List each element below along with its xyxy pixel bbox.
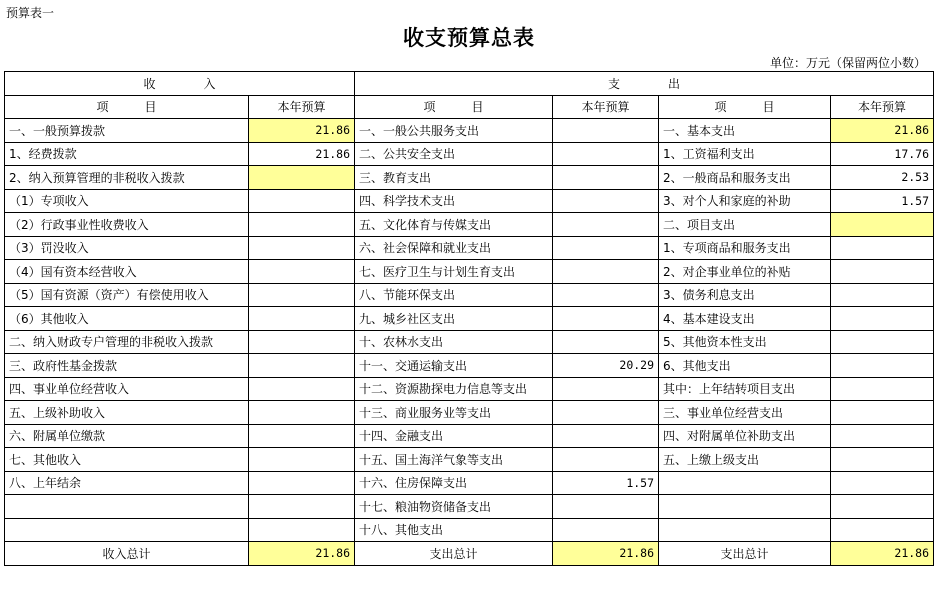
- function-budget-value: [553, 189, 659, 213]
- economic-budget-value: 17.76: [831, 142, 934, 166]
- economic-budget-value: [831, 495, 934, 519]
- table-row: [5, 166, 934, 190]
- economic-item-label: [659, 495, 831, 519]
- table-row: [5, 401, 934, 425]
- economic-item-label: [659, 471, 831, 495]
- expense-section-header: 支 出: [355, 72, 934, 96]
- income-item-label: 二、纳入财政专户管理的非税收入拨款: [5, 330, 249, 354]
- function-budget-value: [553, 283, 659, 307]
- table-number-label: 预算表一: [6, 6, 55, 20]
- economic-budget-value: [831, 377, 934, 401]
- function-item-label: 十二、资源勘探电力信息等支出: [355, 377, 553, 401]
- economic-budget-value: [831, 354, 934, 378]
- table-row: [5, 330, 934, 354]
- income-budget-value: [249, 213, 355, 237]
- function-budget-value: [553, 236, 659, 260]
- table-row: [5, 448, 934, 472]
- table-row: [5, 495, 934, 519]
- economic-budget-value: [831, 448, 934, 472]
- income-item-label: （6）其他收入: [5, 307, 249, 331]
- economic-item-header: 项 目: [659, 95, 831, 119]
- economic-budget-value: [831, 518, 934, 542]
- income-item-label: （2）行政事业性收费收入: [5, 213, 249, 237]
- function-budget-value: [553, 518, 659, 542]
- economic-item-label: 其中：上年结转项目支出: [659, 377, 831, 401]
- function-item-label: 六、社会保障和就业支出: [355, 236, 553, 260]
- income-item-label: 八、上年结余: [5, 471, 249, 495]
- income-item-label: 1、经费拨款: [5, 142, 249, 166]
- income-total-value: 21.86: [249, 542, 355, 566]
- function-budget-value: [553, 401, 659, 425]
- function-budget-value: [553, 119, 659, 143]
- income-item-label: （4）国有资本经营收入: [5, 260, 249, 284]
- income-item-label: 一、一般预算拨款: [5, 119, 249, 143]
- function-item-header: 项 目: [355, 95, 553, 119]
- income-budget-value: [249, 424, 355, 448]
- income-budget-value: 21.86: [249, 142, 355, 166]
- totals-row: [5, 542, 934, 566]
- income-budget-value: [249, 236, 355, 260]
- function-budget-value: [553, 377, 659, 401]
- function-item-label: 十七、粮油物资储备支出: [355, 495, 553, 519]
- function-budget-value: [553, 213, 659, 237]
- income-item-label: [5, 518, 249, 542]
- function-total-value: 21.86: [553, 542, 659, 566]
- income-total-label: 收入总计: [5, 542, 249, 566]
- economic-item-label: 2、一般商品和服务支出: [659, 166, 831, 190]
- function-budget-value: [553, 142, 659, 166]
- function-item-label: 十三、商业服务业等支出: [355, 401, 553, 425]
- budget-summary-table: [4, 71, 934, 566]
- economic-budget-value: 2.53: [831, 166, 934, 190]
- table-row: [5, 518, 934, 542]
- function-item-label: 七、医疗卫生与计划生育支出: [355, 260, 553, 284]
- unit-note: 单位：万元（保留两位小数）: [769, 56, 926, 70]
- function-budget-value: [553, 448, 659, 472]
- income-item-header: 项 目: [5, 95, 249, 119]
- economic-budget-value: [831, 236, 934, 260]
- table-row: [5, 354, 934, 378]
- table-row: [5, 142, 934, 166]
- function-item-label: 十四、金融支出: [355, 424, 553, 448]
- economic-budget-value: [831, 471, 934, 495]
- function-budget-header: 本年预算: [553, 95, 659, 119]
- table-row: [5, 283, 934, 307]
- table-row: [5, 213, 934, 237]
- function-item-label: 二、公共安全支出: [355, 142, 553, 166]
- economic-total-label: 支出总计: [659, 542, 831, 566]
- income-budget-value: 21.86: [249, 119, 355, 143]
- economic-total-value: 21.86: [831, 542, 934, 566]
- function-item-label: 三、教育支出: [355, 166, 553, 190]
- function-item-label: 十六、住房保障支出: [355, 471, 553, 495]
- table-row: [5, 189, 934, 213]
- economic-budget-value: [831, 213, 934, 237]
- table-row: [5, 236, 934, 260]
- income-item-label: 四、事业单位经营收入: [5, 377, 249, 401]
- income-item-label: （1）专项收入: [5, 189, 249, 213]
- income-item-label: 三、政府性基金拨款: [5, 354, 249, 378]
- page-title: 收支预算总表: [403, 26, 535, 50]
- income-budget-value: [249, 377, 355, 401]
- income-budget-value: [249, 518, 355, 542]
- economic-item-label: 6、其他支出: [659, 354, 831, 378]
- economic-budget-value: 21.86: [831, 119, 934, 143]
- economic-budget-value: [831, 401, 934, 425]
- economic-item-label: 四、对附属单位补助支出: [659, 424, 831, 448]
- income-item-label: 六、附属单位缴款: [5, 424, 249, 448]
- table-row: [5, 119, 934, 143]
- function-budget-value: [553, 166, 659, 190]
- function-item-label: 五、文化体育与传媒支出: [355, 213, 553, 237]
- function-budget-value: [553, 495, 659, 519]
- income-budget-value: [249, 189, 355, 213]
- economic-item-label: 5、其他资本性支出: [659, 330, 831, 354]
- income-item-label: 五、上级补助收入: [5, 401, 249, 425]
- economic-item-label: 3、对个人和家庭的补助: [659, 189, 831, 213]
- section-header-row: [5, 72, 934, 96]
- function-budget-value: [553, 307, 659, 331]
- economic-item-label: 三、事业单位经营支出: [659, 401, 831, 425]
- income-item-label: （3）罚没收入: [5, 236, 249, 260]
- function-item-label: 十、农林水支出: [355, 330, 553, 354]
- income-budget-value: [249, 330, 355, 354]
- function-item-label: 十八、其他支出: [355, 518, 553, 542]
- column-header-row: [5, 95, 934, 119]
- economic-budget-header: 本年预算: [831, 95, 934, 119]
- economic-item-label: 五、上缴上级支出: [659, 448, 831, 472]
- income-item-label: （5）国有资源（资产）有偿使用收入: [5, 283, 249, 307]
- income-budget-value: [249, 448, 355, 472]
- economic-item-label: 二、项目支出: [659, 213, 831, 237]
- table-row: [5, 471, 934, 495]
- function-budget-value: [553, 260, 659, 284]
- economic-budget-value: [831, 283, 934, 307]
- function-item-label: 十一、交通运输支出: [355, 354, 553, 378]
- function-item-label: 四、科学技术支出: [355, 189, 553, 213]
- table-row: [5, 424, 934, 448]
- income-budget-value: [249, 283, 355, 307]
- economic-item-label: [659, 518, 831, 542]
- function-item-label: 十五、国土海洋气象等支出: [355, 448, 553, 472]
- economic-budget-value: [831, 424, 934, 448]
- income-budget-value: [249, 495, 355, 519]
- table-body: [5, 72, 934, 542]
- table-row: [5, 307, 934, 331]
- economic-item-label: 一、基本支出: [659, 119, 831, 143]
- function-item-label: 一、一般公共服务支出: [355, 119, 553, 143]
- function-budget-value: 20.29: [553, 354, 659, 378]
- economic-item-label: 3、债务利息支出: [659, 283, 831, 307]
- income-budget-header: 本年预算: [249, 95, 355, 119]
- income-item-label: [5, 495, 249, 519]
- income-budget-value: [249, 307, 355, 331]
- table-row: [5, 260, 934, 284]
- table-row: [5, 377, 934, 401]
- function-budget-value: [553, 330, 659, 354]
- function-budget-value: 1.57: [553, 471, 659, 495]
- income-budget-value: [249, 260, 355, 284]
- economic-budget-value: 1.57: [831, 189, 934, 213]
- income-item-label: 2、纳入预算管理的非税收入拨款: [5, 166, 249, 190]
- function-item-label: 八、节能环保支出: [355, 283, 553, 307]
- income-budget-value: [249, 354, 355, 378]
- economic-budget-value: [831, 330, 934, 354]
- economic-item-label: 1、工资福利支出: [659, 142, 831, 166]
- economic-item-label: 1、专项商品和服务支出: [659, 236, 831, 260]
- economic-item-label: 4、基本建设支出: [659, 307, 831, 331]
- income-budget-value: [249, 166, 355, 190]
- income-budget-value: [249, 401, 355, 425]
- economic-item-label: 2、对企事业单位的补贴: [659, 260, 831, 284]
- economic-budget-value: [831, 307, 934, 331]
- income-budget-value: [249, 471, 355, 495]
- function-total-label: 支出总计: [355, 542, 553, 566]
- income-section-header: 收 入: [5, 72, 355, 96]
- function-item-label: 九、城乡社区支出: [355, 307, 553, 331]
- economic-budget-value: [831, 260, 934, 284]
- income-item-label: 七、其他收入: [5, 448, 249, 472]
- function-budget-value: [553, 424, 659, 448]
